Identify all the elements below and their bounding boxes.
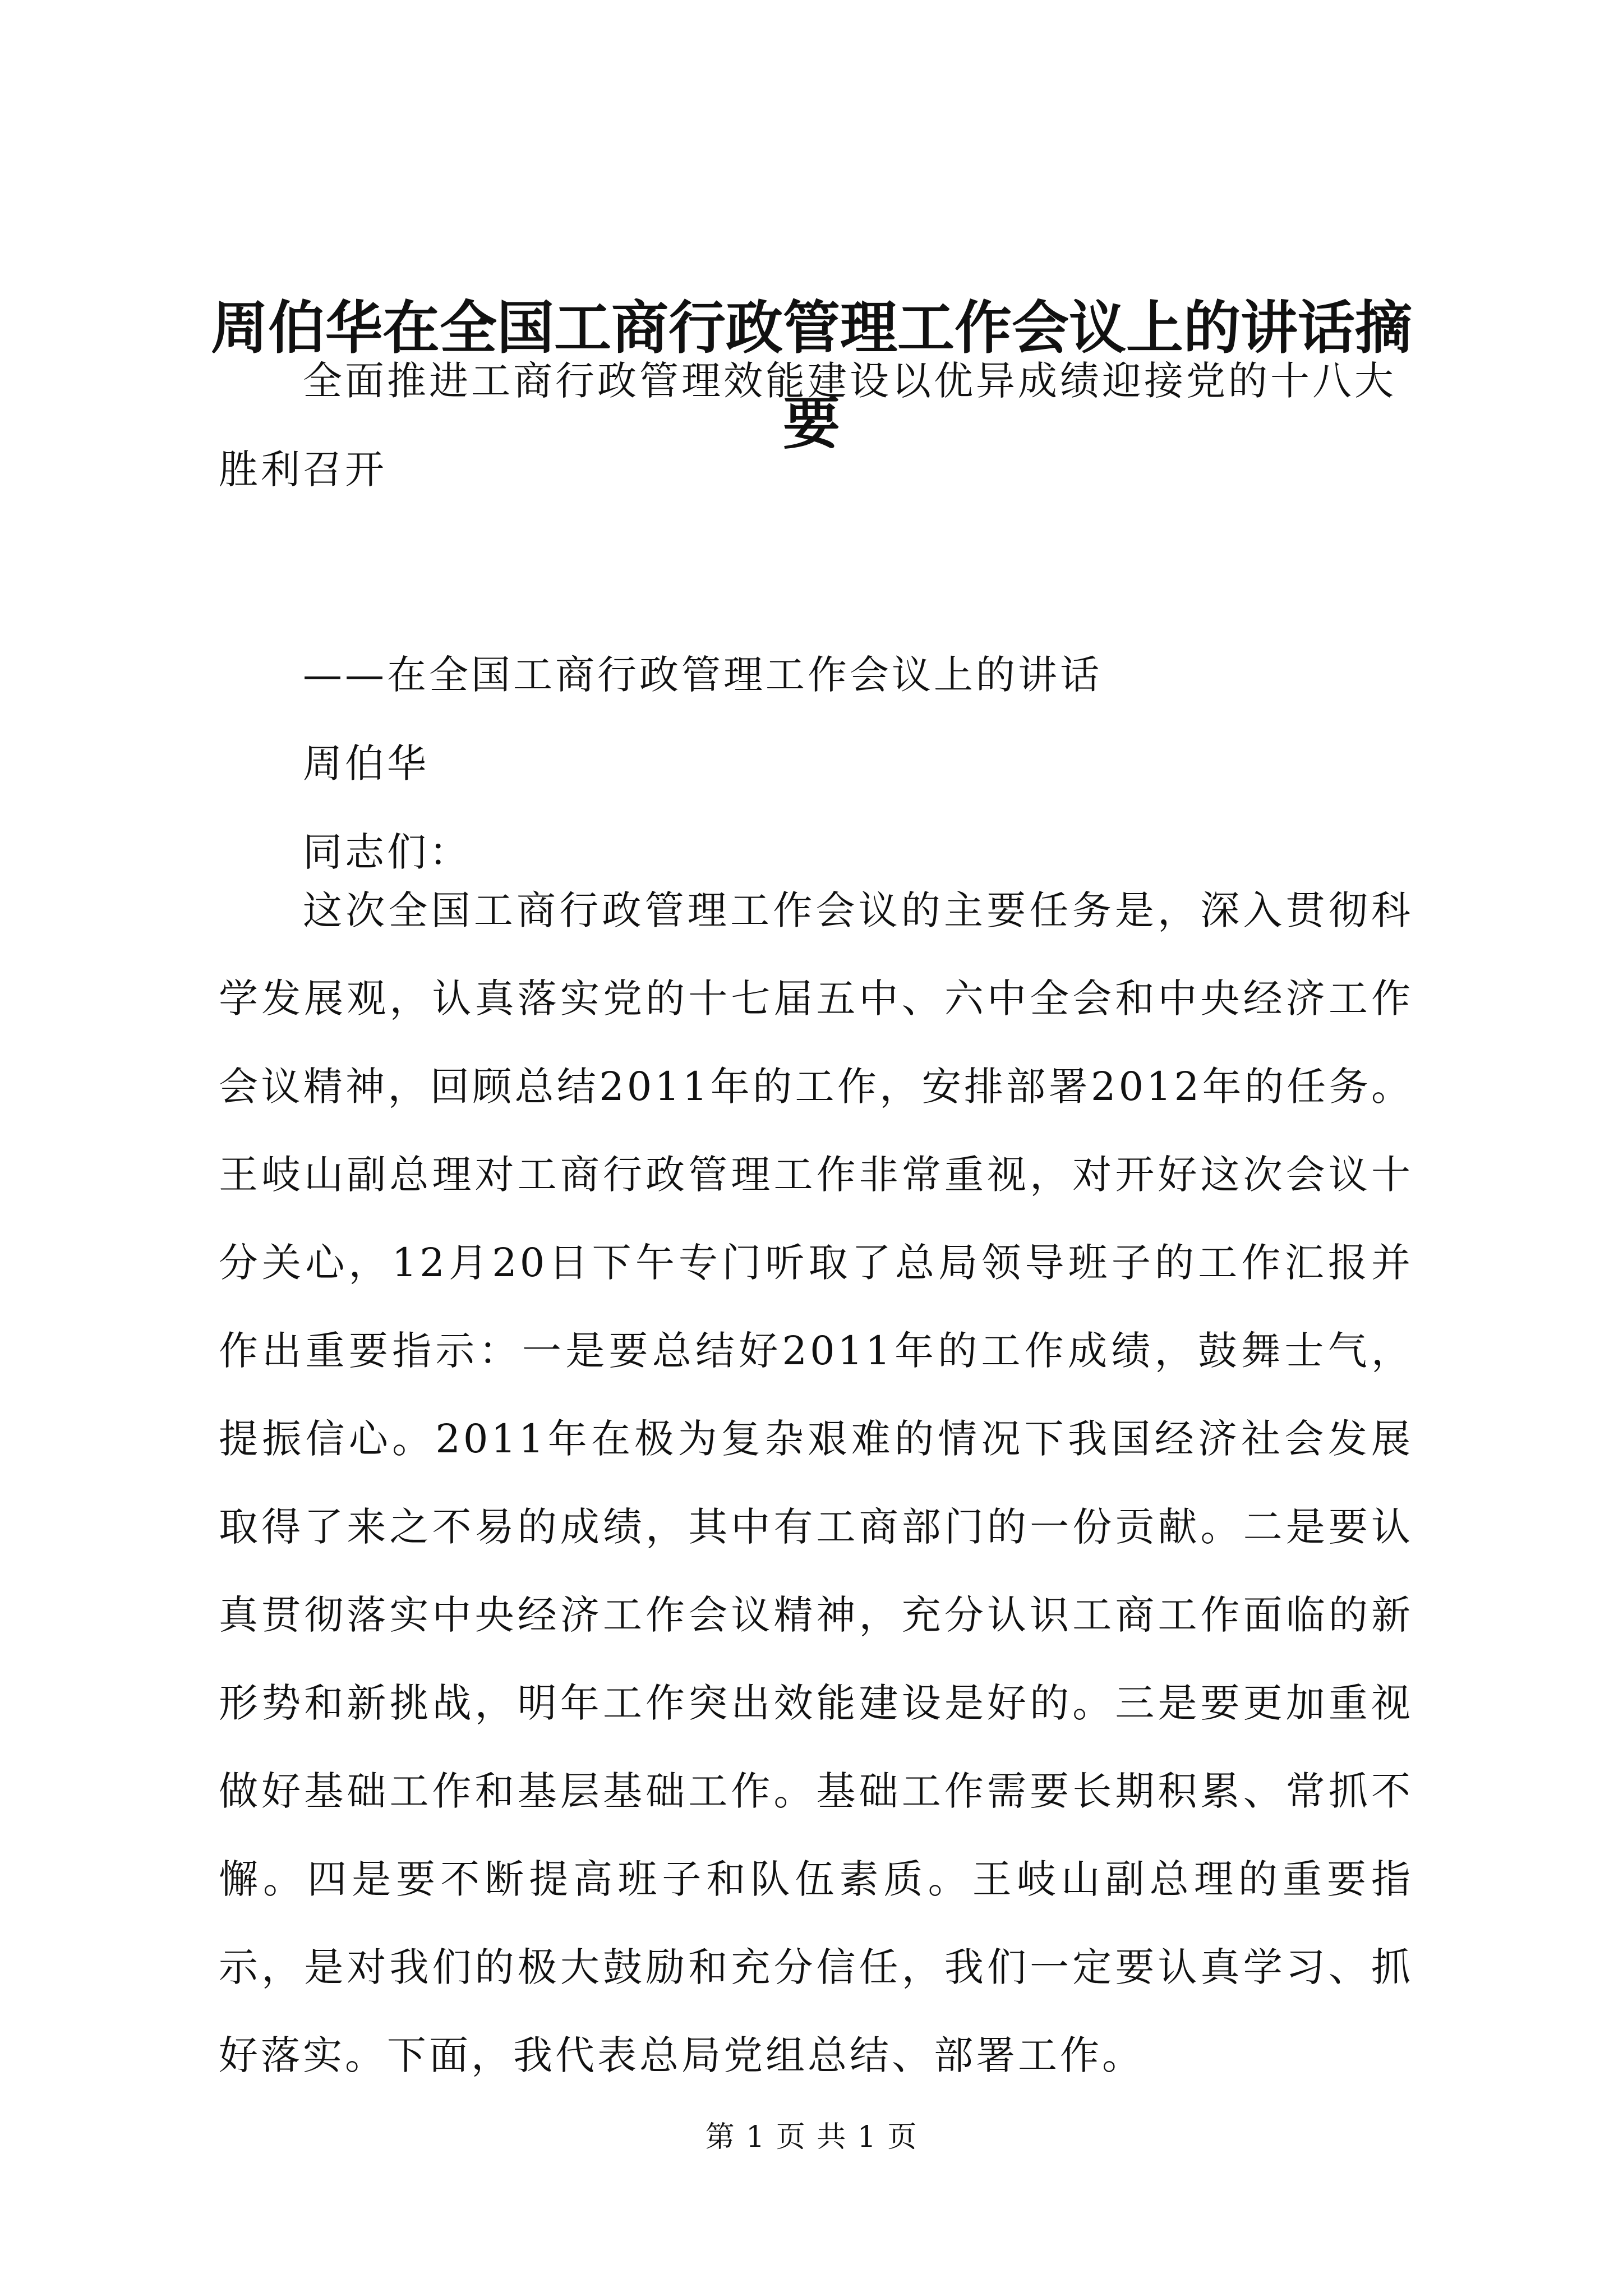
- document-subtitle: 全面推进工商行政管理效能建设以优异成绩迎接党的十八大胜利召开: [219, 358, 1396, 493]
- greeting: 同志们：: [303, 829, 471, 875]
- speech-occasion-line: ——在全国工商行政管理工作会议上的讲话: [303, 652, 1102, 698]
- page-number-footer: 第 1 页 共 1 页: [705, 2120, 918, 2154]
- body-paragraph: 这次全国工商行政管理工作会议的主要任务是，深入贯彻科学发展观，认真落实党的十七届五中、六中全会和中央经济工作会议精神，回顾总结2011年的工作，安排部署2012年的任务。王岐山副总理对工商行政管理工作非常重视，对开好这次会议十分关心，12月20日下午专门听取了总局领导班子的工作汇报并作出重要指示：一是要总结好2011年的工作成绩，鼓舞士气，提振信心。2011年在极为复杂艰难的情况下我国经济社会发展取得了来之不易的成绩，其中有工商部门的一份贡献。二是要认真贯彻落实中央经济工作会议精神，充分认识工商工作面临的新形势和新挑战，明年工作突出效能建设是好的。三是要更加重视做好基础工作和基层基础工作。基础工作需要长期积累、常抓不懈。四是要不断提高班子和队伍素质。王岐山副总理的重要指示，是对我们的极大鼓励和充分信任，我们一定要认真学习、抓好落实。下面，我代表总局党组总结、部署工作。: [219, 887, 1413, 2078]
- document-title: 周伯华在全国工商行政管理工作会议上的讲话摘要: [211, 295, 1412, 457]
- author-name: 周伯华: [303, 740, 429, 786]
